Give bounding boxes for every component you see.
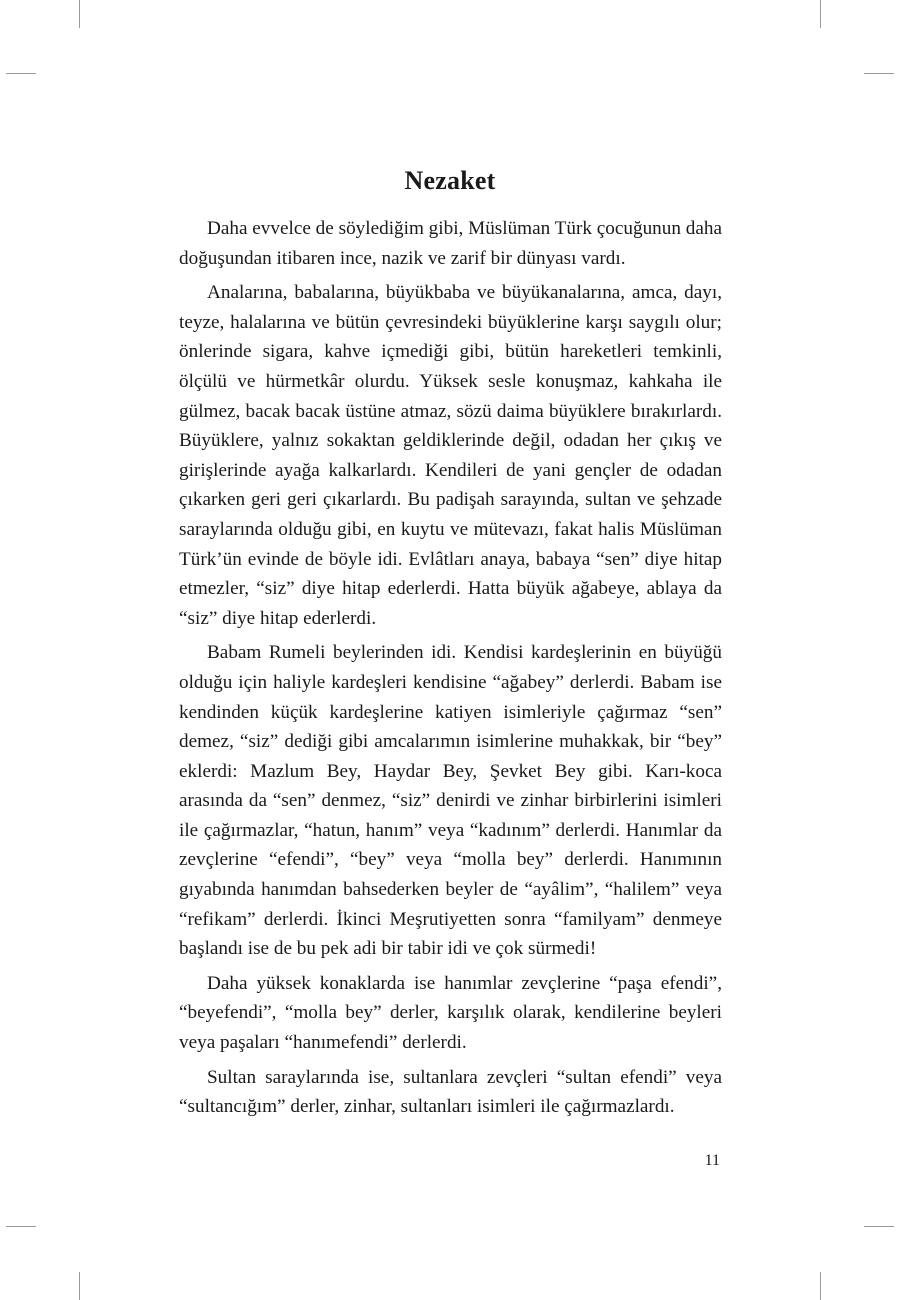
- crop-mark-top-right: [820, 0, 821, 28]
- paragraph: Daha yüksek konaklarda ise hanımlar zevçlerine “paşa efendi”, “beyefendi”, “molla bey” derler, karşılık olarak, kendilerine beyleri veya paşaları “hanımefendi” derlerdi.: [179, 972, 722, 1054]
- body-text: [179, 214, 722, 1127]
- crop-mark-left-bottom: [6, 1226, 36, 1227]
- paragraph: Analarına, babalarına, büyükbaba ve büyükanalarına, amca, dayı, teyze, halalarına ve bütün çevresindeki büyüklerine karşı saygılı olur; önlerinde sigara, kahve içmediği gibi, bütün hareketleri temkinli, ölçülü ve hürmetkâr olurdu. Yüksek sesle konuşmaz, kahkaha ile gülmez, bacak bacak üstüne atmaz, sözü daima büyüklere bırakırlardı. Büyüklere, yalnız sokaktan geldiklerinde değil, odadan her çıkış ve girişlerinde ayağa kalkarlardı. Kendileri de yani gençler de odadan çıkarken geri geri çıkarlardı. Bu padişah sarayında, sultan ve şehzade saraylarında olduğu gibi, en kuytu ve mütevazı, fakat halis Müslüman Türk’ün evinde de böyle idi. Evlâtları anaya, babaya “sen” diye hitap etmezler, “siz” diye hitap ederlerdi. Hatta büyük ağabeye, ablaya da “siz” diye hitap ederlerdi.: [179, 282, 722, 629]
- crop-mark-left-top: [6, 73, 36, 74]
- crop-mark-right-top: [864, 73, 894, 74]
- page-title: Nezaket: [404, 166, 496, 195]
- paragraph: Daha evvelce de söylediğim gibi, Müslüman Türk çocuğunun daha doğuşundan itibaren ince, nazik ve zarif bir dünyası vardı.: [179, 218, 722, 269]
- crop-mark-top-left: [79, 0, 80, 28]
- page-number: 11: [704, 1152, 720, 1169]
- crop-mark-bottom-right: [820, 1272, 821, 1300]
- paragraph: Babam Rumeli beylerinden idi. Kendisi kardeşlerinin en büyüğü olduğu için haliyle kardeşleri kendisine “ağabey” derlerdi. Babam ise kendinden küçük kardeşlerine katiyen isimleriyle çağırmaz “sen” demez, “siz” dediği gibi amcalarımın isimlerine muhakkak, bir “bey” eklerdi: Mazlum Bey, Haydar Bey, Şevket Bey gibi. Karı-koca arasında da “sen” denmez, “siz” denirdi ve zinhar birbirlerini isimleri ile çağırmazlar, “hatun, hanım” veya “kadınım” derlerdi. Hanımlar da zevçlerine “efendi”, “bey” veya “molla bey” derlerdi. Hanımının gıyabında hanımdan bahsederken beyler de “ayâlim”, “halilem” veya “refikam” derlerdi. İkinci Meşrutiyetten sonra “familyam” denmeye başlandı ise de bu pek adi bir tabir idi ve çok sürmedi!: [179, 642, 722, 960]
- paragraph: Sultan saraylarında ise, sultanlara zevçleri “sultan efendi” veya “sultancığım” derler, zinhar, sultanları isimleri ile çağırmazlardı.: [179, 1066, 722, 1118]
- crop-mark-right-bottom: [864, 1226, 894, 1227]
- crop-mark-bottom-left: [79, 1272, 80, 1300]
